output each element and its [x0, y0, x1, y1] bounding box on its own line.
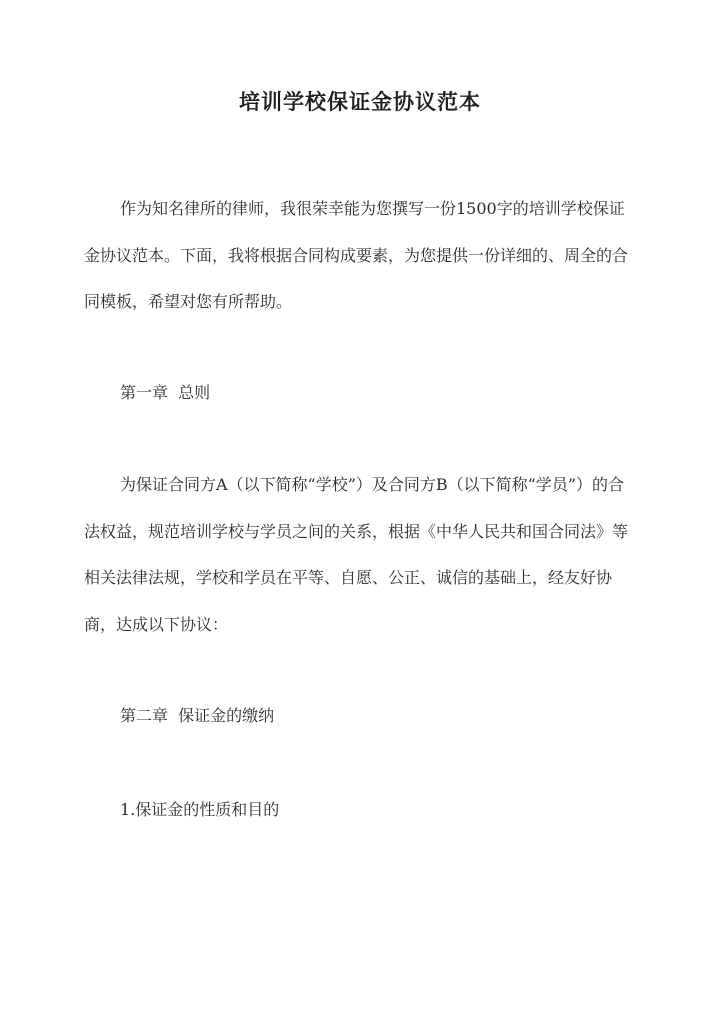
chapter-1-paragraph: 为保证合同方A（以下简称“学校”）及合同方B（以下简称“学员”）的合法权益，规范培训学校与学员之间的关系，根据《中华人民共和国合同法》等相关法律法规，学校和学员在平等、自愿、公正、诚信的基础上，经友好协商，达成以下协议：	[84, 475, 629, 634]
chapter-1-heading: 第一章 总则	[120, 383, 211, 402]
document-title: 培训学校保证金协议范本	[239, 89, 481, 114]
intro-paragraph: 作为知名律所的律师，我很荣幸能为您撰写一份1500字的培训学校保证金协议范本。下面，我将根据合同构成要素，为您提供一份详细的、周全的合同模板，希望对您有所帮助。	[84, 199, 629, 311]
section-1-heading: 1.保证金的性质和目的	[120, 800, 280, 819]
chapter-2-heading: 第二章 保证金的缴纳	[120, 706, 275, 725]
